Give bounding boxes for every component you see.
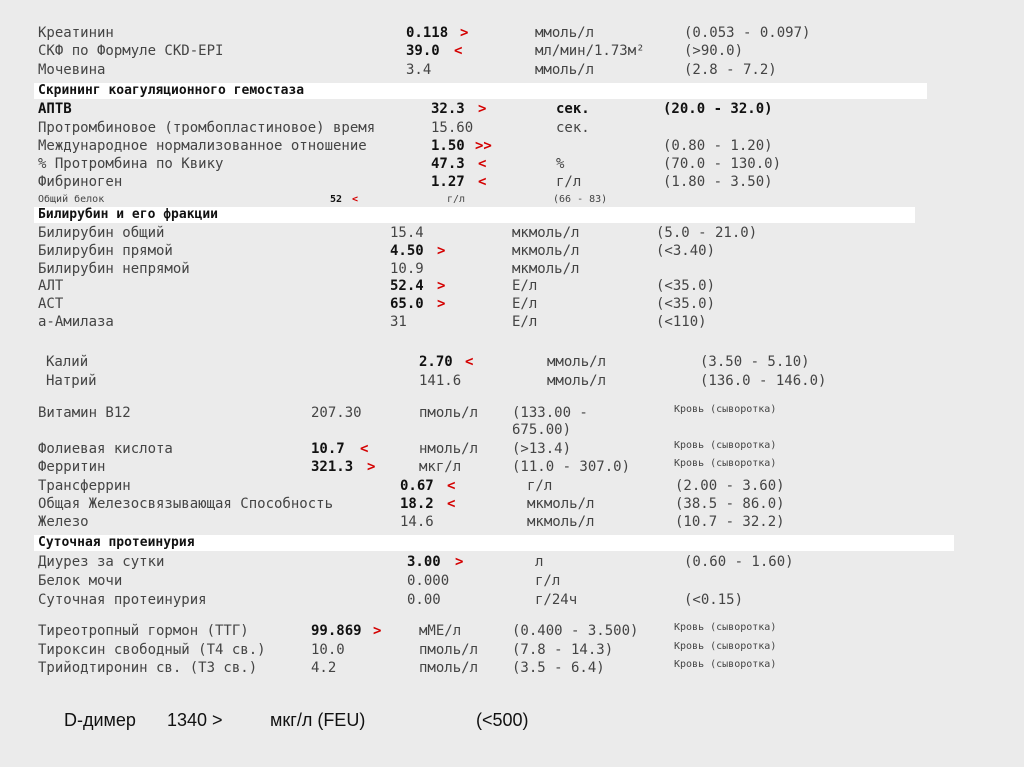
lab-unit: % <box>556 156 565 172</box>
lab-name: Белок мочи <box>38 573 123 589</box>
lab-name: Билирубин непрямой <box>38 261 190 277</box>
section-header-coagulation: Скрининг коагуляционного гемостаза <box>34 83 927 99</box>
lab-flag: > <box>460 25 469 41</box>
lab-value: 32.3 <box>431 101 465 117</box>
lab-name: Калий <box>46 354 89 370</box>
lab-unit: г/л <box>535 573 561 589</box>
lab-name: Общая Железосвязывающая Способность <box>38 496 334 512</box>
lab-unit: сек. <box>556 120 590 136</box>
lab-value: 39.0 <box>406 43 440 59</box>
lab-flag: < <box>454 43 463 59</box>
lab-ref: (0.400 - 3.500) <box>512 623 639 639</box>
lab-value: 18.2 <box>400 496 434 512</box>
lab-value: 99.869 <box>311 623 362 639</box>
lab-unit: пмоль/л <box>419 405 479 421</box>
lab-ref: (0.80 - 1.20) <box>663 138 773 154</box>
lab-name: Натрий <box>46 373 97 389</box>
lab-unit: пмоль/л <box>419 660 479 676</box>
lab-unit: г/24ч <box>535 592 578 608</box>
lab-name: Общий белок <box>38 194 105 205</box>
lab-flag: < <box>478 174 487 190</box>
lab-value: 10.9 <box>390 261 424 277</box>
lab-name: Ферритин <box>38 459 106 475</box>
lab-unit: мкмоль/л <box>527 514 595 530</box>
lab-unit: сек. <box>556 101 590 117</box>
lab-name: % Протромбина по Квику <box>38 156 224 172</box>
lab-flag: > <box>478 101 487 117</box>
lab-ref: (<35.0) <box>656 278 716 294</box>
lab-unit: ммоль/л <box>535 25 595 41</box>
lab-name: а-Амилаза <box>38 314 114 330</box>
sample-type: Кровь (сыворотка) <box>674 622 777 633</box>
lab-flag: > <box>437 278 446 294</box>
sample-type: Кровь (сыворотка) <box>674 404 777 415</box>
lab-flag: < <box>478 156 487 172</box>
lab-unit: ммоль/л <box>547 373 607 389</box>
lab-ref: (11.0 - 307.0) <box>512 459 631 475</box>
lab-flag: > <box>455 554 464 570</box>
lab-ref: (133.00 - <box>512 405 588 421</box>
lab-value: 2.70 <box>419 354 453 370</box>
lab-name: Протромбиновое (тромбопластиновое) время <box>38 120 376 136</box>
lab-ref: (136.0 - 146.0) <box>700 373 827 389</box>
lab-name: Билирубин прямой <box>38 243 173 259</box>
lab-value: 47.3 <box>431 156 465 172</box>
lab-unit: Е/л <box>512 278 538 294</box>
lab-flag: < <box>447 496 456 512</box>
lab-value: 10.0 <box>311 642 345 658</box>
lab-value: 65.0 <box>390 296 424 312</box>
lab-name: АЛТ <box>38 278 64 294</box>
lab-value: 207.30 <box>311 405 362 421</box>
lab-name: Мочевина <box>38 62 106 78</box>
lab-flag: > <box>437 243 446 259</box>
lab-ref: (3.5 - 6.4) <box>512 660 605 676</box>
lab-name: Тиреотропный гормон (ТТГ) <box>38 623 249 639</box>
lab-flag: >> <box>475 138 492 154</box>
lab-ref: (<0.15) <box>684 592 744 608</box>
lab-ref-continued: 675.00) <box>512 422 572 438</box>
lab-name: Витамин В12 <box>38 405 131 421</box>
lab-flag: < <box>352 194 359 205</box>
sample-type: Кровь (сыворотка) <box>674 641 777 652</box>
ddimer-unit: мкг/л (FEU) <box>270 710 366 730</box>
lab-unit: ммоль/л <box>547 354 607 370</box>
lab-ref: (70.0 - 130.0) <box>663 156 782 172</box>
lab-name: Трийодтиронин св. (Т3 св.) <box>38 660 258 676</box>
sample-type: Кровь (сыворотка) <box>674 458 777 469</box>
lab-ref: (3.50 - 5.10) <box>700 354 810 370</box>
sample-type: Кровь (сыворотка) <box>674 440 777 451</box>
lab-unit: л <box>535 554 544 570</box>
lab-value: 14.6 <box>400 514 434 530</box>
section-header-bilirubin: Билирубин и его фракции <box>34 207 915 223</box>
lab-ref: (5.0 - 21.0) <box>656 225 758 241</box>
lab-unit: мкмоль/л <box>527 496 595 512</box>
lab-ref: (1.80 - 3.50) <box>663 174 773 190</box>
lab-value: 10.7 <box>311 441 345 457</box>
lab-value: 52 <box>330 194 343 205</box>
lab-ref: (<3.40) <box>656 243 716 259</box>
lab-value: 15.60 <box>431 120 474 136</box>
lab-name: Тироксин свободный (Т4 св.) <box>38 642 266 658</box>
lab-ref: (10.7 - 32.2) <box>675 514 785 530</box>
lab-name: Креатинин <box>38 25 114 41</box>
lab-flag: > <box>437 296 446 312</box>
lab-value: 141.6 <box>419 373 462 389</box>
ddimer-value: 1340 > <box>167 710 223 730</box>
lab-unit: г/л <box>556 174 582 190</box>
lab-flag: < <box>447 478 456 494</box>
lab-value: 4.2 <box>311 660 337 676</box>
lab-unit: мкмоль/л <box>512 225 580 241</box>
lab-value: 1.27 <box>431 174 465 190</box>
lab-ref: (<35.0) <box>656 296 716 312</box>
lab-value: 0.67 <box>400 478 434 494</box>
ddimer-name: D-димер <box>64 710 136 730</box>
lab-unit: г/л <box>527 478 553 494</box>
lab-name: АПТВ <box>38 101 72 117</box>
lab-unit: Е/л <box>512 314 538 330</box>
section-header-proteinuria: Суточная протеинурия <box>34 535 954 551</box>
lab-value: 3.4 <box>406 62 432 78</box>
lab-ref: (2.8 - 7.2) <box>684 62 777 78</box>
lab-ref: (0.053 - 0.097) <box>684 25 811 41</box>
lab-ref: (66 - 83) <box>553 194 608 205</box>
lab-value: 0.118 <box>406 25 449 41</box>
lab-value: 321.3 <box>311 459 354 475</box>
lab-value: 1.50 <box>431 138 465 154</box>
ddimer-ref: (<500) <box>476 710 529 730</box>
lab-unit: ммоль/л <box>535 62 595 78</box>
lab-value: 0.00 <box>407 592 441 608</box>
lab-unit: мкмоль/л <box>512 243 580 259</box>
lab-unit: мМЕ/л <box>419 623 462 639</box>
lab-unit: нмоль/л <box>419 441 479 457</box>
lab-value: 31 <box>390 314 407 330</box>
lab-value: 3.00 <box>407 554 441 570</box>
lab-unit: Е/л <box>512 296 538 312</box>
lab-unit: мкмоль/л <box>512 261 580 277</box>
lab-value: 15.4 <box>390 225 424 241</box>
lab-value: 4.50 <box>390 243 424 259</box>
lab-ref: (<110) <box>656 314 707 330</box>
lab-name: Суточная протеинурия <box>38 592 207 608</box>
lab-ref: (20.0 - 32.0) <box>663 101 773 117</box>
lab-flag: > <box>367 459 376 475</box>
lab-unit: г/л <box>447 194 466 205</box>
lab-name: Билирубин общий <box>38 225 165 241</box>
lab-name: Железо <box>38 514 89 530</box>
lab-ref: (7.8 - 14.3) <box>512 642 614 658</box>
lab-name: Диурез за сутки <box>38 554 165 570</box>
lab-unit: мл/мин/1.73м² <box>535 43 645 59</box>
lab-name: Трансферрин <box>38 478 131 494</box>
lab-name: Фолиевая кислота <box>38 441 173 457</box>
lab-flag: < <box>360 441 369 457</box>
lab-value: 0.000 <box>407 573 450 589</box>
lab-ref: (2.00 - 3.60) <box>675 478 785 494</box>
lab-value: 52.4 <box>390 278 424 294</box>
lab-name: АСТ <box>38 296 64 312</box>
lab-flag: > <box>373 623 382 639</box>
lab-name: Фибриноген <box>38 174 123 190</box>
lab-ref: (38.5 - 86.0) <box>675 496 785 512</box>
lab-name: Международное нормализованное отношение <box>38 138 367 154</box>
lab-ref: (>90.0) <box>684 43 744 59</box>
lab-ref: (>13.4) <box>512 441 572 457</box>
sample-type: Кровь (сыворотка) <box>674 659 777 670</box>
lab-unit: мкг/л <box>419 459 462 475</box>
lab-ref: (0.60 - 1.60) <box>684 554 794 570</box>
lab-name: СКФ по Формуле CKD-EPI <box>38 43 224 59</box>
lab-unit: пмоль/л <box>419 642 479 658</box>
lab-flag: < <box>465 354 474 370</box>
